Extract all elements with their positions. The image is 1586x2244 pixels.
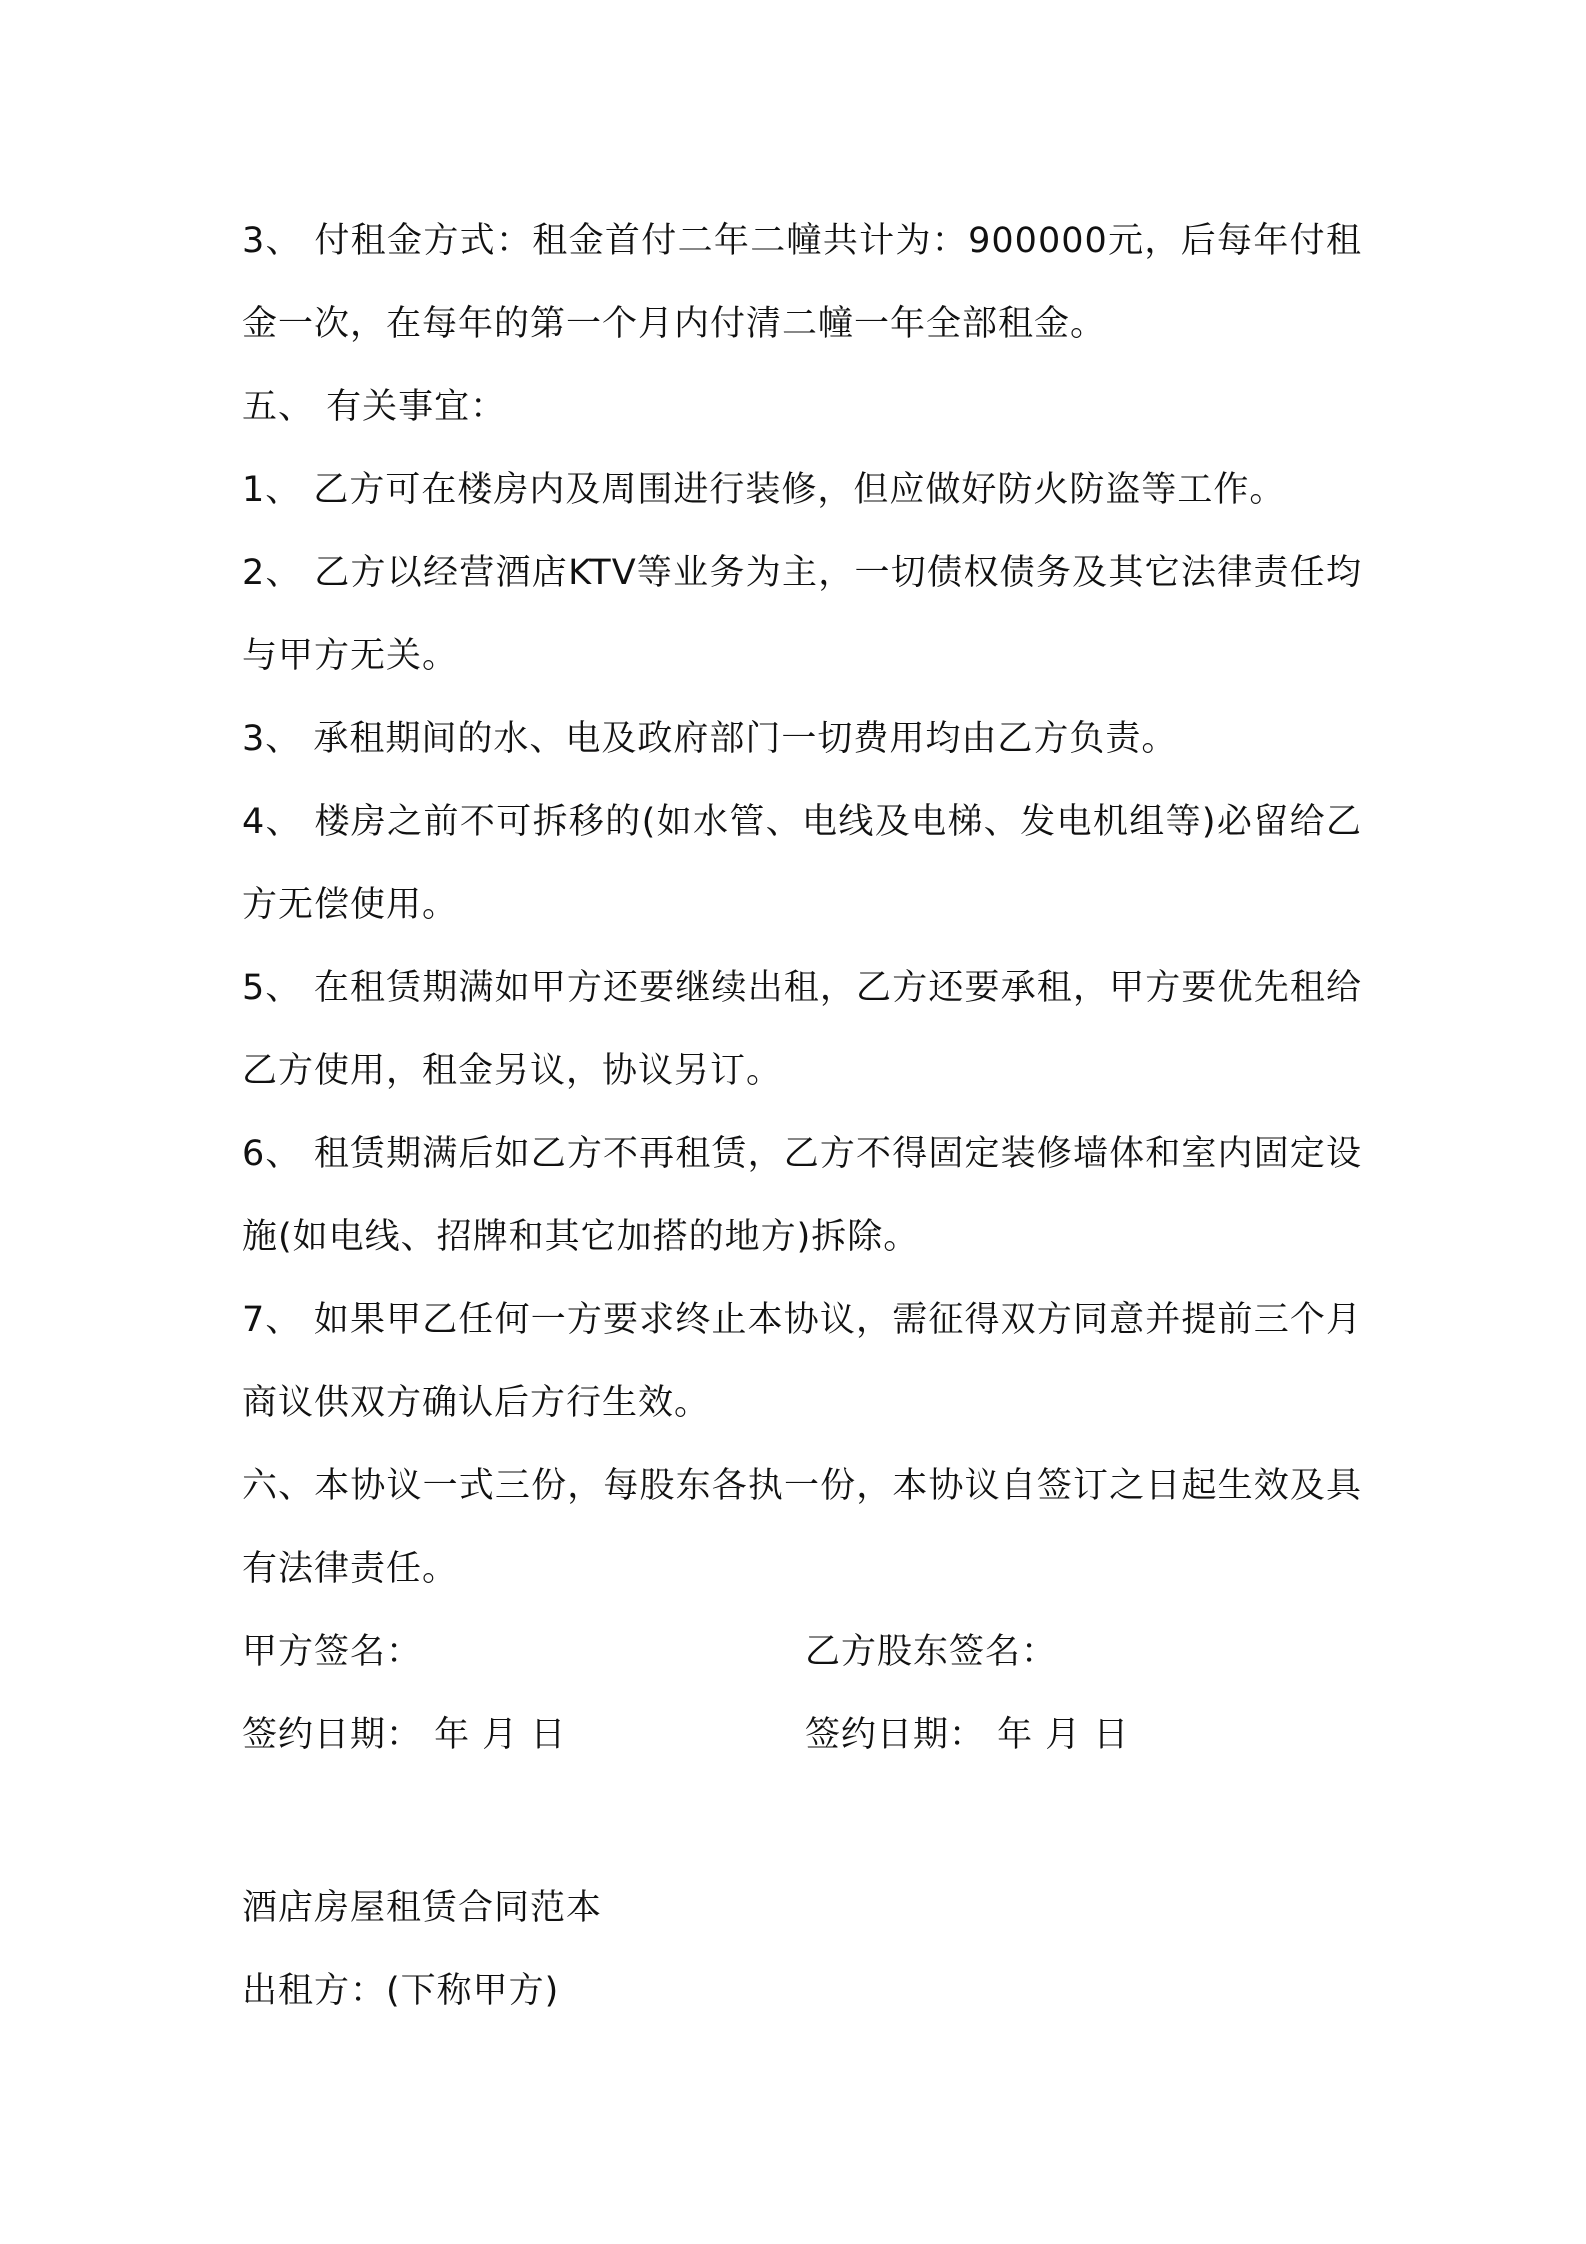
clause-6: 6、 租赁期满后如乙方不再租赁，乙方不得固定装修墙体和室内固定设施(如电线、招牌和其它加搭的地方)拆除。 (242, 1134, 1362, 1257)
clause-5: 5、 在租赁期满如甲方还要继续出租，乙方还要承租，甲方要优先租给乙方使用，租金另议，协议另订。 (242, 968, 1362, 1091)
party-a-date: 签约日期： 年 月 日 (242, 1715, 567, 1755)
party-b-signature: 乙方股东签名： (805, 1632, 1058, 1672)
clause-7: 7、 如果甲乙任何一方要求终止本协议，需征得双方同意并提前三个月商议供双方确认后方行生效。 (242, 1300, 1362, 1423)
party-a-signature: 甲方签名： (242, 1632, 423, 1672)
clause-3: 3、 承租期间的水、电及政府部门一切费用均由乙方负责。 (242, 719, 1178, 759)
clause-4: 4、 楼房之前不可拆移的(如水管、电线及电梯、发电机组等)必留给乙方无偿使用。 (242, 802, 1362, 925)
clause-2: 2、 乙方以经营酒店KTV等业务为主，一切债权债务及其它法律责任均与甲方无关。 (242, 553, 1362, 676)
clause-rent-payment: 3、 付租金方式：租金首付二年二幢共计为：900000元，后每年付租金一次，在每年的第一个月内付清二幢一年全部租金。 (242, 221, 1362, 344)
lessor-line: 出租方：(下称甲方) (242, 1971, 560, 2011)
signature-row (242, 1611, 1362, 1694)
party-b-date: 签约日期： 年 月 日 (805, 1715, 1130, 1755)
next-document-title: 酒店房屋租赁合同范本 (242, 1888, 603, 1928)
section-heading-matters: 五、 有关事宜： (242, 387, 507, 427)
section-copies: 六、本协议一式三份，每股东各执一份，本协议自签订之日起生效及具有法律责任。 (242, 1466, 1362, 1589)
document-body (242, 200, 1362, 2033)
date-row (242, 1694, 1362, 1777)
spacer (242, 1777, 1362, 1867)
clause-1: 1、 乙方可在楼房内及周围进行装修，但应做好防火防盗等工作。 (242, 470, 1286, 510)
